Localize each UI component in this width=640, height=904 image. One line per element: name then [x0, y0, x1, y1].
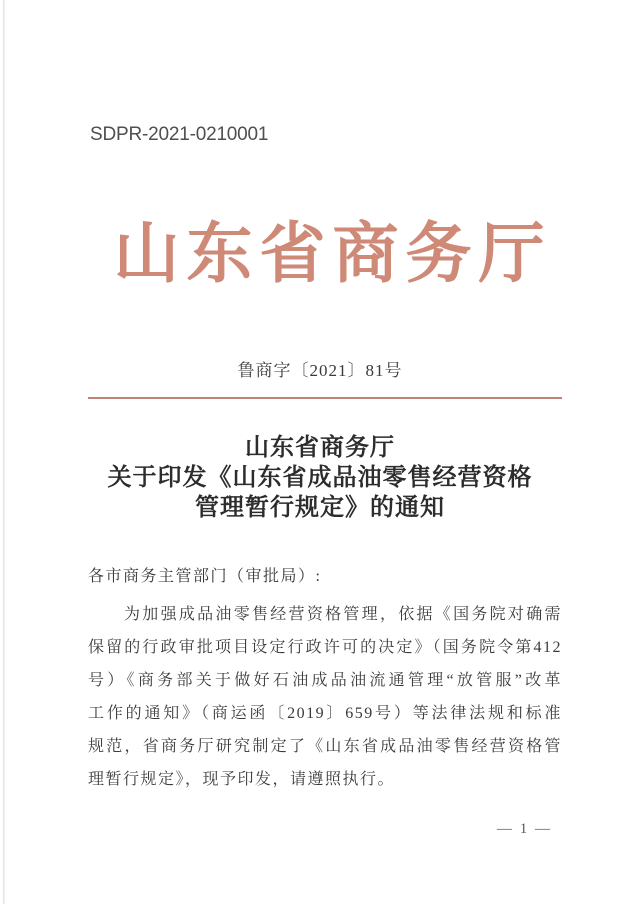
salutation-line: 各市商务主管部门（审批局）: — [88, 568, 322, 585]
page-number: — 1 — — [497, 821, 552, 837]
agency-letterhead-title: 山东省商务厅 — [113, 218, 552, 291]
issue-number: 鲁商字〔2021〕81号 — [237, 361, 403, 380]
paragraph-line: 工作的通知》（商运函〔2019〕659号）等法律法规和标准 — [88, 705, 562, 722]
body-paragraph — [88, 598, 562, 796]
notice-title-line-3: 管理暂行规定》的通知 — [195, 495, 445, 521]
paragraph-line: 保留的行政审批项目设定行政许可的决定》（国务院令第412 — [88, 639, 562, 656]
paragraph-line: 规范，省商务厅研究制定了《山东省成品油零售经营资格管 — [88, 738, 562, 755]
letterhead-divider-line — [88, 397, 562, 399]
notice-title — [0, 433, 640, 523]
paragraph-line: 号）《商务部关于做好石油成品油流通管理“放管服”改革 — [88, 672, 562, 689]
notice-title-line-2: 关于印发《山东省成品油零售经营资格 — [107, 465, 533, 491]
paragraph-line: 理暂行规定》，现予印发，请遵照执行。 — [88, 771, 396, 788]
notice-title-line-1: 山东省商务厅 — [245, 435, 395, 461]
paragraph-line: 为加强成品油零售经营资格管理，依据《国务院对确需 — [124, 606, 562, 623]
document-code: SDPR-2021-0210001 — [90, 124, 269, 145]
